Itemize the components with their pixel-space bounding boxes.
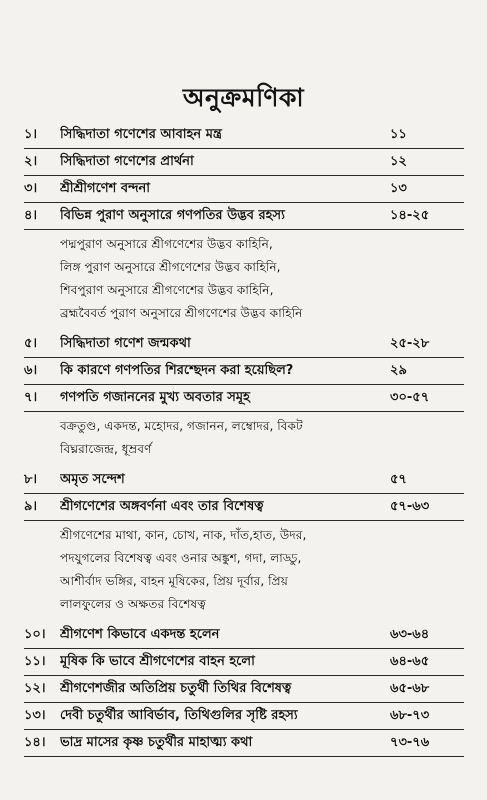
subtopic-line: পদ্মপুরাণ অনুসারে শ্রীগণেশের উদ্ভব কাহিনি, bbox=[60, 237, 273, 251]
toc-entry bbox=[24, 122, 464, 149]
toc-entry bbox=[24, 467, 464, 494]
toc-entry bbox=[24, 149, 464, 176]
entry-page: ৫৭ bbox=[390, 472, 407, 487]
entry-page: ১৪-২৫ bbox=[390, 208, 430, 223]
toc-entry bbox=[24, 649, 464, 676]
toc-entry bbox=[24, 494, 464, 521]
toc-row bbox=[24, 358, 464, 385]
entry-page: ৭৩-৭৬ bbox=[390, 735, 430, 750]
subtopic-line: লিঙ্গ পুরাণ অনুসারে শ্রীগণেশের উদ্ভব কাহিনি, bbox=[60, 260, 281, 274]
entry-page: ১১ bbox=[390, 127, 407, 142]
entry-number: ১৩। bbox=[24, 708, 46, 723]
entry-number: ৬। bbox=[24, 363, 38, 378]
table-of-contents bbox=[24, 122, 464, 757]
entry-title: দেবী চতুর্থীর আবির্ভাব, তিথিগুলির সৃষ্টি রহস্য bbox=[60, 708, 298, 723]
entry-page: ৩০-৫৭ bbox=[390, 390, 430, 405]
entry-number: ৫। bbox=[24, 336, 38, 351]
entry-subtopics bbox=[24, 521, 464, 622]
entry-number: ৮। bbox=[24, 472, 38, 487]
toc-row bbox=[24, 622, 464, 649]
subtopic-line: শ্রীগণেশের মাথা, কান, চোখ, নাক, দাঁত,হাত, উদর, bbox=[60, 528, 307, 542]
toc-row bbox=[24, 494, 464, 622]
entry-number: ২। bbox=[24, 154, 38, 169]
entry-title: শ্রীগণেশজীর অতিপ্রিয় চতুর্থী তিথির বিশেষত্ব bbox=[60, 681, 292, 696]
entry-number: ১। bbox=[24, 127, 38, 142]
subtopic-line: শিবপুরাণ অনুসারে শ্রীগণেশের উদ্ভব কাহিনি, bbox=[60, 283, 274, 297]
entry-title: শ্রীগণেশের অঙ্গবর্ণনা এবং তার বিশেষত্ব bbox=[60, 499, 264, 514]
entry-title: অমৃত সন্দেশ bbox=[60, 472, 125, 487]
entry-title: সিদ্ধিদাতা গণেশের আবাহন মন্ত্র bbox=[60, 127, 222, 142]
toc-row bbox=[24, 467, 464, 494]
entry-page: ১৩ bbox=[390, 181, 407, 196]
entry-title: শ্রীশ্রীগণেশ বন্দনা bbox=[60, 181, 151, 196]
entry-number: ১৪। bbox=[24, 735, 46, 750]
entry-number: ৭। bbox=[24, 390, 38, 405]
entry-title: সিদ্ধিদাতা গণেশ জন্মকথা bbox=[60, 336, 191, 351]
toc-row bbox=[24, 149, 464, 176]
toc-row bbox=[24, 676, 464, 703]
toc-entry bbox=[24, 730, 464, 757]
entry-title: সিদ্ধিদাতা গণেশের প্রার্থনা bbox=[60, 154, 194, 169]
entry-number: ৩। bbox=[24, 181, 38, 196]
entry-page: ২৯ bbox=[390, 363, 407, 378]
entry-number: ৯। bbox=[24, 499, 38, 514]
toc-row bbox=[24, 122, 464, 149]
entry-number: ১১। bbox=[24, 654, 46, 669]
toc-row bbox=[24, 385, 464, 467]
toc-entry bbox=[24, 676, 464, 703]
entry-page: ৬৮-৭৩ bbox=[390, 708, 430, 723]
subtopic-line: পদযুগলের বিশেষত্ব এবং ওনার অঙ্কুশ, গদা, লাড্ডু, bbox=[60, 551, 302, 565]
toc-row bbox=[24, 649, 464, 676]
toc-row bbox=[24, 730, 464, 757]
page-title: অনুক্রমণিকা bbox=[182, 83, 305, 112]
entry-page: ৬৫-৬৮ bbox=[390, 681, 430, 696]
entry-number: ১০। bbox=[24, 627, 46, 642]
subtopic-line: বক্রতুণ্ড, একদন্ত, মহোদর, গজানন, লম্বোদর, বিকট bbox=[60, 419, 303, 433]
toc-entry bbox=[24, 622, 464, 649]
toc-entry bbox=[24, 203, 464, 230]
entry-page: ২৫-২৮ bbox=[390, 336, 430, 351]
toc-entry bbox=[24, 385, 464, 412]
entry-title: ভাদ্র মাসের কৃষ্ণ চতুর্থীর মাহাত্ম্য কথা bbox=[60, 735, 253, 750]
toc-entry bbox=[24, 176, 464, 203]
toc-entry bbox=[24, 358, 464, 385]
entry-title: কি কারণে গণপতির শিরশ্ছেদন করা হয়েছিল? bbox=[60, 363, 294, 378]
entry-title: গণপতি গজাননের মুখ্য অবতার সমূহ bbox=[60, 390, 250, 405]
entry-subtopics bbox=[24, 230, 464, 331]
subtopic-line: বিঘ্নরাজেন্দ্র, ধূম্রবর্ণ bbox=[60, 442, 152, 456]
toc-row bbox=[24, 703, 464, 730]
entry-page: ১২ bbox=[390, 154, 407, 169]
entry-page: ৬৩-৬৪ bbox=[390, 627, 430, 642]
toc-row bbox=[24, 203, 464, 331]
toc-row bbox=[24, 331, 464, 358]
subtopic-line: আশীর্বাদ ভঙ্গির, বাহন মূষিকের, প্রিয় দূর্বার, প্রিয় bbox=[60, 574, 288, 588]
toc-entry bbox=[24, 331, 464, 358]
entry-number: ৪। bbox=[24, 208, 38, 223]
subtopic-line: ব্রহ্মবৈবর্ত পুরাণ অনুসারে শ্রীগণেশের উদ্ভব কাহিনি bbox=[60, 306, 303, 320]
toc-row bbox=[24, 176, 464, 203]
toc-entry bbox=[24, 703, 464, 730]
subtopic-line: লালফুলের ও অক্ষতর বিশেষত্ব bbox=[60, 597, 206, 611]
entry-number: ১২। bbox=[24, 681, 46, 696]
entry-page: ৬৪-৬৫ bbox=[390, 654, 430, 669]
entry-subtopics bbox=[24, 412, 464, 467]
entry-title: মূষিক কি ভাবে শ্রীগণেশের বাহন হলো bbox=[60, 654, 255, 669]
entry-page: ৫৭-৬৩ bbox=[390, 499, 430, 514]
entry-title: বিভিন্ন পুরাণ অনুসারে গণপতির উদ্ভব রহস্য bbox=[60, 208, 285, 223]
entry-title: শ্রীগণেশ কিভাবে একদন্ত হলেন bbox=[60, 627, 220, 642]
